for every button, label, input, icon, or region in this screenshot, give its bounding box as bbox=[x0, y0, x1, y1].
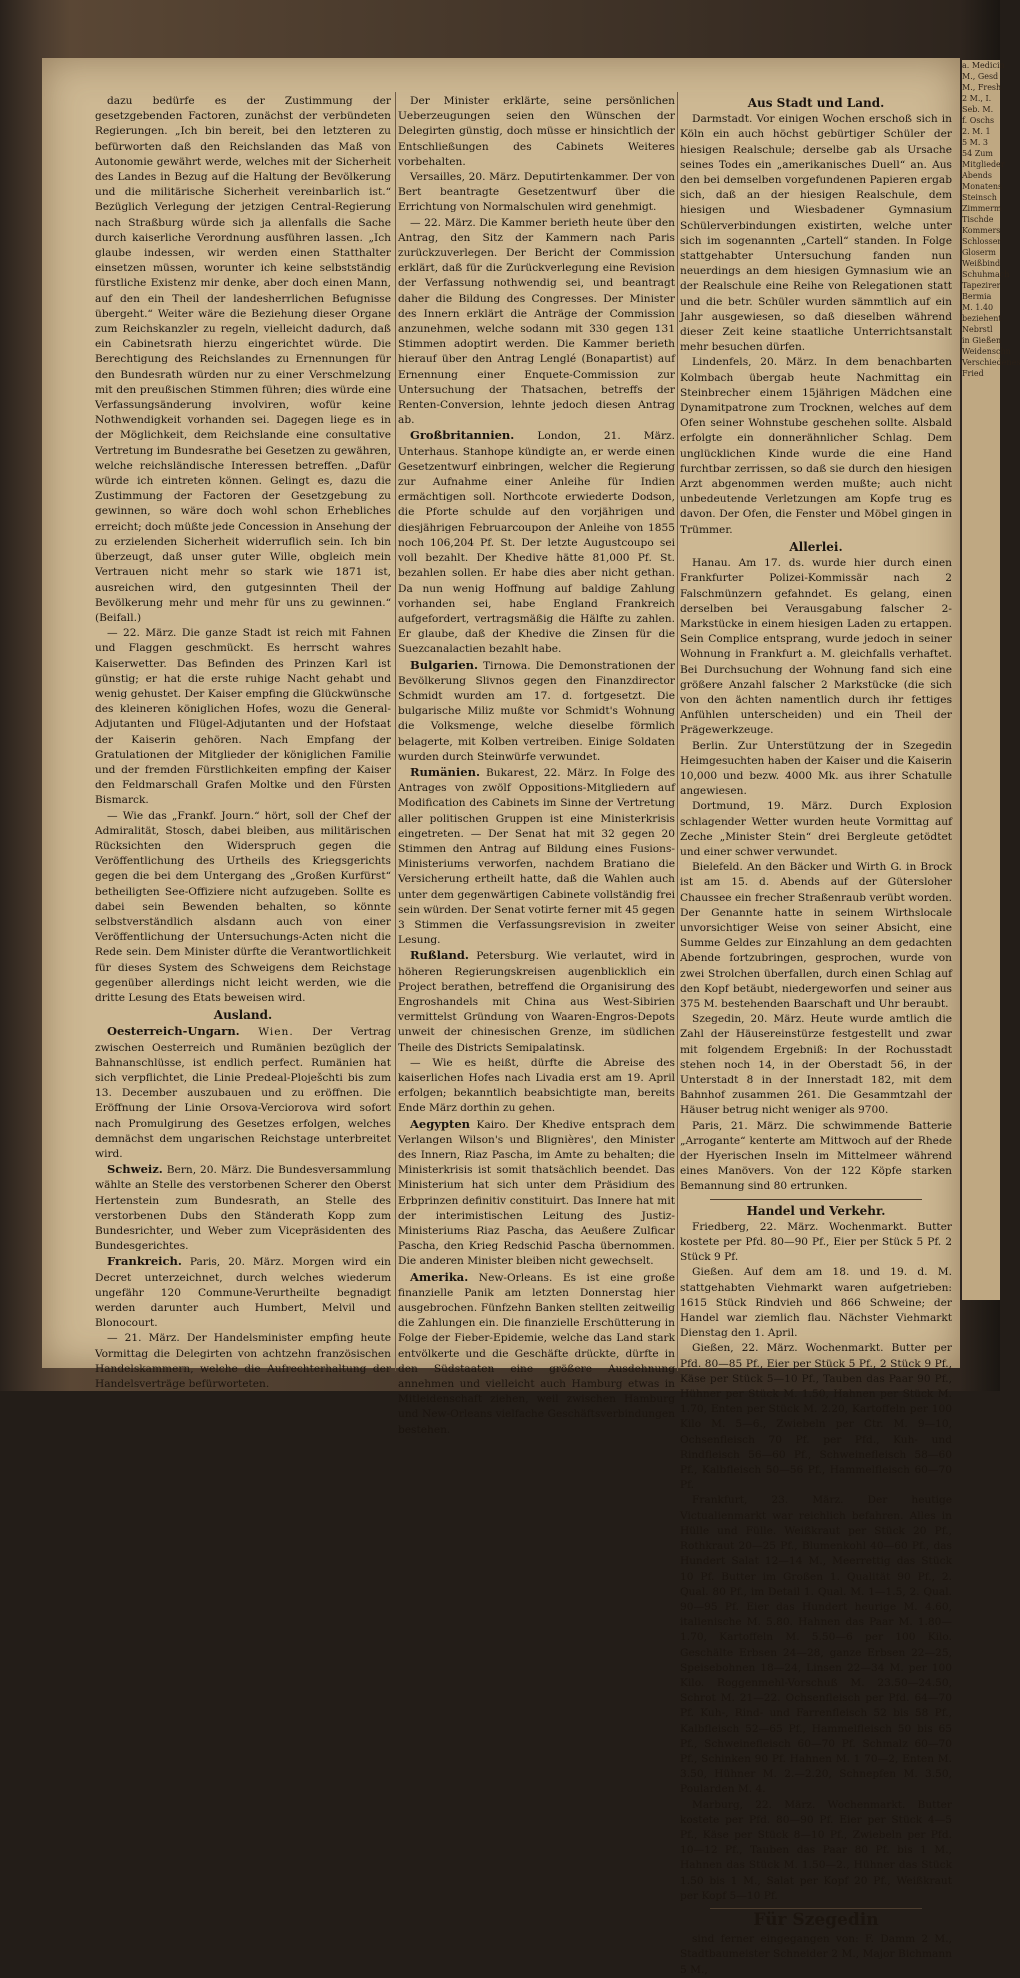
edge-text: Fried bbox=[962, 369, 984, 378]
article-text: Kairo. Der Khedive entsprach dem Verlangen Wilson's und Blignières', den Minister des Innern, Riaz Pascha, im Amte zu behalten; die Ministerkrisis ist somit thatsächlich beendet. Das Ministerium hat sich unter dem Präsidium des Erbprinzen definitiv constituirt. Das Innere hat mit der interimistischen Leitung des Justiz-Ministeriums Riaz Pascha, das Aeußere Zulficar Pascha, den Krieg Redschid Pascha übernommen. Die anderen Minister bleiben nicht gewechselt. bbox=[398, 1118, 675, 1268]
country-heading: Rußland. bbox=[410, 948, 469, 963]
edge-text: 2 M., I. bbox=[962, 94, 992, 103]
column-rule bbox=[395, 92, 396, 1371]
paragraph: — 22. März. Die ganze Stadt ist reich mit Fahnen und Flaggen geschmückt. Es herrscht wahres Kaiserwetter. Das Befinden des Prinzen Karl ist günstig; er hat die erste ruhige Nacht gehabt und wenig gehustet. Der Kaiser empfing die Glückwünsche des kleineren königlichen Hofes, wozu die General-Adjutanten und Flügel-Adjutanten und der Hofstaat der Kaiserin gehören. Nach Empfang der Gratulationen der Mitglieder der königlichen Familie und der fremden Fürstlichkeiten empfing der Kaiser den Feldmarschall Grafen Moltke und den Fürsten Bismarck. bbox=[95, 627, 391, 807]
country-heading: Rumänien. bbox=[410, 764, 480, 779]
country-heading: Amerika. bbox=[410, 1269, 469, 1284]
edge-text: Mitglieder bbox=[962, 160, 1005, 169]
divider bbox=[710, 1908, 922, 1909]
place-name: Wien. bbox=[258, 1026, 294, 1039]
adjacent-page-edge bbox=[962, 60, 1020, 1300]
edge-text: 54 Zum bbox=[962, 149, 994, 158]
edge-text: Zimmerm bbox=[962, 204, 1002, 213]
section-heading-allerlei: Allerlei. bbox=[789, 539, 843, 554]
edge-text: Gloserm bbox=[962, 248, 997, 257]
country-heading: Frankreich. bbox=[107, 1254, 182, 1269]
edge-text: 2. M. 1 bbox=[962, 127, 991, 136]
divider bbox=[710, 1199, 922, 1200]
paragraph: Darmstadt. Vor einigen Wochen erschoß sich in Köln ein auch höchst gebürtiger Schüler der hiesigen Realschule; derselbe gab als Ursache seines Todes ein „amerikanisches Duell“ an. Aus den bei demselben vorgefundenen Papieren ergab sich, daß an der hiesigen Realschule, dem hiesigen und Wiesbadener Gymnasium Schülerverbindungen existirten, welche unter sich im sogenannten „Cartell“ standen. In Folge stattgehabter Untersuchung fanden nun neuerdings an dem hiesigen Gymnasium wie an der Realschule eine Reihe von Relegationen statt und die betr. Schüler wurden sämmtlich auf ein Jahr ausgewiesen, so daß dieselben während dieser Zeit keine staatliche Unterrichtsanstalt mehr besuchen dürfen. bbox=[680, 113, 952, 354]
edge-text: Steinsch bbox=[962, 193, 997, 202]
column-3 bbox=[680, 94, 952, 1976]
paragraph: Friedberg, 22. März. Wochenmarkt. Butter kostete per Pfd. 80—90 Pf., Eier per Stück 5 Pf. 2 Stück 9 Pf. bbox=[680, 1220, 952, 1264]
paragraph: Der Minister erklärte, seine persönlichen Ueberzeugungen seien den Wünschen der Delegirten günstig, doch müsse er hinsichtlich der Entschließungen des Cabinets Weiteres vorbehalten. bbox=[398, 95, 675, 168]
article-text: Bern, 20. März. Die Bundesversammlung wählte an Stelle des verstorbenen Scherer den Oberst Hertenstein zum Bundesrath, an Stelle des verstorbenen Dubs den Ständerath Kopp zum Bundesrichter, und Weber zum Vicepräsidenten des Bundesgerichtes. bbox=[95, 1164, 391, 1253]
paragraph: Marburg, 22. März. Wochenmarkt. Butter kostete per Pfd. 80—90 Pf. Eier per Stück 4—5 Pf., Käse per Stück 8—10 Pf., Zwiebeln per Pfd. 10—12 Pf., Tauben das Paar 80 Pf. bis 1 M., Hahnen das Stück M. 1.50—2., Hühner das Stück 1.50 bis 1 M., Salat per Kopf 20 Pf., Weißkraut per Kopf 5—10 Pf. bbox=[680, 1798, 952, 1902]
edge-text: Nebrstl bbox=[962, 325, 993, 334]
edge-text: Bermia bbox=[962, 292, 992, 301]
country-heading: Oesterreich-Ungarn. bbox=[107, 1024, 240, 1039]
paragraph: Gießen. Auf dem am 18. und 19. d. M. stattgehabten Viehmarkt waren aufgetrieben: 1615 Stück Rindvieh und 866 Schweine; der Handel war ziemlich flau. Nächster Viehmarkt Dienstag den 1. April. bbox=[680, 1266, 952, 1340]
edge-text: 5 M. 3 bbox=[962, 138, 988, 147]
paragraph: Gießen, 22. März. Wochenmarkt. Butter per Pfd. 80—85 Pf., Eier per Stück 5 Pf., 2 Stück 9 Pf., Käse per Stück 5—10 Pf., Tauben das Paar 90 Pf., Hühner per Stück M. 1.50, Hahnen per Stück M. 1.70, Enten per Stück M. 2.20, Kartoffeln per 100 Kilo M. 5—6., Zwiebeln per Ctr. M. 9—10, Ochsenfleisch 70 Pf. per Pfd., Kuh- und Rindfleisch 56—60 Pf., Schweinefleisch 58—60 Pf., Kalbfleisch 50—56 Pf., Hammelfleisch 60—70 Pf. bbox=[680, 1342, 952, 1492]
paragraph: Hanau. Am 17. ds. wurde hier durch einen Frankfurter Polizei-Kommissär nach 2 Falschmünzern gefahndet. Es gelang, einen derselben bei Verausgabung falscher 2-Markstücke in einem hiesigen Laden zu ertappen. Sein Complice entsprang, wurde jedoch in seiner Wohnung in Frankfurt a. M. gleichfalls verhaftet. Bei Durchsuchung der Wohnung fand sich eine größere Anzahl falscher 2 Markstücke (die sich von den ächten namentlich durch ihr fettiges Anfühlen unterscheiden) und ein Theil der Prägewerkzeuge. bbox=[680, 557, 952, 737]
edge-text: Verschiedenes bbox=[962, 358, 1020, 367]
paragraph: Lindenfels, 20. März. In dem benachbarten Kolmbach übergab heute Nachmittag ein Steinbrecher einem 15jährigen Mädchen eine Dynamitpatrone zum Trocknen, welches auf dem Ofen seiner Wohnstube geschehen sollte. Alsbald erfolgte ein donnerähnlicher Schlag. Dem unglücklichen Kinde wurde die eine Hand furchtbar zerrissen, so daß sie durch den hiesigen Arzt abgenommen werden mußte; auch nicht unbedeutende Verletzungen am Kopfe trug es davon. Der Ofen, die Fenster und Möbel gingen in Trümmer. bbox=[680, 356, 952, 536]
country-heading: Bulgarien. bbox=[410, 657, 479, 672]
article-text: Der Vertrag zwischen Oesterreich und Rumänien bezüglich der Bahnanschlüsse, ist endlich perfect. Rumänien hat sich verpflichtet, die Linie Predeal-Ploješchti bis zum 13. December auszubauen und zu eröffnen. Die Eröffnung der Linie Orsova-Verciorova wird sofort nach Promulgirung des Gesetzes erfolgen, welches demnächst dem ungarischen Reichstage unterbreitet wird. bbox=[95, 1026, 391, 1161]
edge-text: Schuhmach bbox=[962, 270, 1010, 279]
section-heading-stadt: Aus Stadt und Land. bbox=[747, 96, 885, 110]
edge-text: Schlosser bbox=[962, 237, 1002, 246]
paragraph: — Wie das „Frankf. Journ.“ hört, soll der Chef der Admiralität, Stosch, dabei bleiben, aus militärischen Rücksichten den Widerspruch gegen die Veröffentlichung des Urtheils des Kriegsgerichts gegen die bei dem Untergang des „Großen Kurfürst“ betheiligten See-Offiziere nicht aufzugeben. Sollte es dabei sein Bewenden behalten, so könnte selbstverständlich alsdann auch von einer Veröffentlichung der Untersuchungs-Acten nicht die Rede sein. Dem Minister dürfte die Verantwortlichkeit für dieses System des Schweigens dem Reichstage gegenüber allerdings nicht leicht werden, wie die dritte Lesung des Etats beweisen wird. bbox=[95, 809, 391, 1004]
edge-text: Tischde bbox=[962, 215, 994, 224]
edge-text: in Gießen bbox=[962, 336, 1002, 345]
paragraph: Frankfurt, 23. März. Der heutige Victualienmarkt war reichlich befahren. Alles in Hülle und Fülle. Weißkraut per Stück 20 Pf., Rothkraut 20—25 Pf., Blumenkohl 40—60 Pf., das Hundert Salat 12—14 M., Meerrettig das Stück 10 Pf. Butter im Großen 1. Qualität 90 Pf., 2. Qual. 80 Pf., im Detail 1. Qual. M. 1—1.5, 2. Qual. 90—95 Pf. Eier das Hundert heurige M. 4.60, italienische M. 5.80. Hahnen das Paar M. 1.80—1.70, Kartoffeln M. 5.50—6 per 100 Kilo. Geschälte Erbsen 24—28, ganze Erbsen 22—25, Speisebohnen 18—24, Linsen 22—34 M. per 100 Kilo. Roggenmehl-Vorschuß M. 23.50—24.50, Schrot M. 21—22. Ochsenfleisch per Pfd. 64—70 Pf. Kuh-, Rind- und Farrenfleisch 52 bis 58 Pf., Kalbfleisch 52—65 Pf., Hammelfleisch 50 bis 65 Pf., Schweinefleisch 60—70 Pf. Schmalz 60—70 Pf., Schinken 90 Pf. Hahnen M. 1 70—2, Enten M. 3.50, Hühner M. 2.—2.20, Schnepfen M. 3.50, Poularden M. 4. bbox=[680, 1494, 952, 1796]
country-heading: Schweiz. bbox=[107, 1162, 163, 1177]
paragraph: sind ferner eingegangen von: F. Damm 2 M., Stadtbaumeister Schneider 2 M., Major Bichmann 5 M., bbox=[680, 1933, 952, 1976]
country-heading: Aegypten bbox=[410, 1116, 470, 1131]
edge-text: f. Oschs bbox=[962, 116, 995, 125]
appeal-heading: Für Szegedin bbox=[753, 1909, 879, 1930]
article-text: Petersburg. Wie verlautet, wird in höheren Regierungskreisen augenblicklich ein Project berathen, betreffend die Organisirung des Engroshandels mit China aus West-Sibirien vermittelst Gründung von Waaren-Engros-Depots unweit der chinesischen Grenze, im südlichen Theile des Districts Semipalatinsk. bbox=[398, 950, 675, 1054]
article-text: Bukarest, 22. März. In Folge des Antrages von zwölf Oppositions-Mitgliedern auf Modification des Cabinets im Sinne der Vertretung aller politischen Gruppen ist eine Ministerkrisis eingetreten. — Der Senat hat mit 32 gegen 20 Stimmen den Antrag auf Bildung eines Fusions-Ministeriums verworfen, nachdem Bratiano die Versicherung ertheilt hatte, daß die Wahlen auch unter dem gegenwärtigen Cabinete vollständig frei sein würden. Der Senat votirte ferner mit 45 gegen 3 Stimmen die Verfassungsrevision in zweiter Lesung. bbox=[398, 766, 676, 947]
edge-text: Seb. M. bbox=[962, 105, 994, 114]
edge-text: Tapezirer bbox=[962, 281, 1001, 290]
paragraph: Bielefeld. An den Bäcker und Wirth G. in Brock ist am 15. d. Abends auf der Gütersloher Chaussee ein frecher Straßenraub verübt worden. Der Genannte hatte in seinem Wirthslocale unvorsichtiger Weise von seiner Absicht, eine Summe Geldes zur Einzahlung an dem gedachten Abende fortzubringen, gesprochen, wurde von zwei Strolchen überfallen, durch einen Schlag auf den Kopf betäubt, niedergeworfen und seiner aus 375 M. bestehenden Baarschaft und Uhr beraubt. bbox=[680, 861, 952, 1010]
edge-text: a. Medicin bbox=[962, 61, 1005, 70]
article-text: London, 21. März. Unterhaus. Stanhope kündigte an, er werde einen Gesetzentwurf einbringen, welcher die Regierung zur Aufnahme einer Anleihe für Indien ermächtigen soll. Northcote erwiederte Dodson, die Pforte schulde auf den vorjährigen und diesjährigen Februarcoupon der Anleihe von 1855 noch 106,204 Pf. St. Der letzte Augustcoupo sei voll bezahlt. Der Khedive hätte 81,000 Pf. St. bezahlen sollen. Er habe dies aber nicht gethan. Da nun wenig Hoffnung auf baldige Zahlung vorhanden sei, habe England Frankreich aufgefordert, vertragsmäßig die Hälfte zu zahlen. Er glaube, daß der Khedive die Zinsen für die Suezcanalactien bezahlt habe. bbox=[398, 430, 675, 656]
edge-text: Monatens bbox=[962, 182, 1003, 191]
column-1 bbox=[95, 94, 391, 1391]
edge-text: M., Fresh bbox=[962, 83, 1002, 92]
paragraph: Berlin. Zur Unterstützung der in Szegedin Heimgesuchten haben der Kaiser und die Kaiserin 10,000 und bezw. 4000 Mk. aus ihrer Schatulle angewiesen. bbox=[680, 739, 952, 798]
edge-text: M., Gesd bbox=[962, 72, 999, 81]
column-rule bbox=[677, 92, 678, 1371]
edge-text: Abends bbox=[962, 171, 993, 180]
paragraph: — Wie es heißt, dürfte die Abreise des kaiserlichen Hofes nach Livadia erst am 19. April erfolgen; bekanntlich beabsichtigte man, bereits Ende März dorthin zu gehen. bbox=[398, 1056, 675, 1115]
paragraph: Dortmund, 19. März. Durch Explosion schlagender Wetter wurden heute Vormittag auf Zeche „Minister Stein“ drei Bergleute getödtet und einer schwer verwundet. bbox=[680, 800, 952, 858]
article-text: Tirnowa. Die Demonstrationen der Bevölkerung Slivnos gegen den Finanzdirector Schmidt wurden am 17. d. fortgesetzt. Die bulgarische Miliz mußte vor Schmidt's Wohnung die Volksmenge, welche dieselbe förmlich belagerte, mit Kolben vertreiben. Einige Soldaten wurden durch Steinwürfe verwundet. bbox=[398, 659, 675, 763]
section-heading-handel: Handel und Verkehr. bbox=[746, 1203, 886, 1218]
paragraph: Versailles, 20. März. Deputirtenkammer. Der von Bert beantragte Gesetzentwurf über die Errichtung von Normalschulen wird genehmigt. bbox=[398, 171, 675, 214]
paragraph: Szegedin, 20. März. Heute wurde amtlich die Zahl der Häusereinstürze festgestellt und zwar mit folgendem Ergebniß: In der Rochusstadt stehen noch 14, in der Oberstadt 56, in der Unterstadt 8 in der Innerstadt 182, mit dem Bahnhof zusammen 261. Die Gesammtzahl der Häuser betrug nicht weniger als 9700. bbox=[680, 1013, 952, 1117]
paragraph: — 21. März. Der Handelsminister empfing heute Vormittag die Delegirten von achtzehn französischen Handelskammern, welche die Aufrechterhaltung der Handelsverträge befürworteten. bbox=[95, 1332, 391, 1391]
edge-text: beziehent bbox=[962, 314, 1002, 323]
article-text: Paris, 20. März. Morgen wird ein Decret unterzeichnet, durch welches wiederum ungefähr 120 Commune-Verurtheilte begnadigt werden darunter auch Humbert, Melvil und Blonocourt. bbox=[95, 1256, 391, 1330]
edge-text: Kommers bbox=[962, 226, 1001, 235]
paragraph: dazu bedürfe es der Zustimmung der gesetzgebenden Factoren, zunächst der verbündeten Regierungen. „Ich bin bereit, bei den letzteren zu befürworten daß den Reichslanden das Maß von Autonomie gewährt werde, welches mit der Sicherheit des Landes in Bezug auf die Haltung der Bevölkerung und die militärische Sicherheit vereinbarlich ist.“ Bezüglich Verlegung der jetzigen Central-Regierung nach Straßburg würde sich ja allenfalls die Sache durch kaiserliche Verordnung ausführen lassen. „Ich glaube indessen, wir werden einen Statthalter einsetzen müssen, worunter ich keine selbstständig fürstliche Existenz mir denke, aber doch einen Mann, auf den ein Theil der landesherrlichen Befugnisse übergeht.“ Weiter wäre die Beziehung dieser Organe zum Reichskanzler zu regeln, vielleicht dadurch, daß ein Cabinetsrath hierzu eingerichtet würde. Die Berechtigung des Reichslandes zu Ernennungen für den Bundesrath würden nur zu einer Verschmelzung mit den preußischen Stimmen führen; dies würde eine Verfassungsänderung involviren, wofür keine Nothwendigkeit vorhanden sei. Dagegen liege es in der Möglichkeit, dem Reichslande eine consultative Vertretung im Bundesrathe bei Gesetzen zu gewähren, welche reichsländische Interessen betreffen. „Dafür würde ich eintreten können. Gelingt es, dazu die Zustimmung der Factoren der Gesetzgebung zu gewinnen, so wäre doch wohl schon Erhebliches erreicht; doch müßte jede Concession in Ansehung der zu erzielenden Sicherheit widerruflich sein. Ich bin überzeugt, daß unser guter Wille, obgleich mein Vertrauen nicht mehr so stark wie 1871 ist, ausreichen wird, den gutgesinnten Theil der Bevölkerung mehr und mehr für uns zu gewinnen.“ (Beifall.) bbox=[95, 95, 391, 624]
paragraph: Paris, 21. März. Die schwimmende Batterie „Arrogante“ kenterte am Mittwoch auf der Rhede der Hyerischen Inseln im Mittelmeer während eines Manövers. Von der 122 Köpfe starken Bemannung sind 80 ertrunken. bbox=[680, 1119, 952, 1193]
country-heading: Großbritannien. bbox=[410, 428, 515, 443]
paragraph: — 22. März. Die Kammer berieth heute über den Antrag, den Sitz der Kammern nach Paris zurückzuverlegen. Der Bericht der Commission erklärt, daß für die Zurückverlegung eine Revision der Verfassung nothwendig sei, und beantragt daher die Bildung des Congresses. Der Minister des Innern erklärt die Anträge der Commission anzunehmen, welche sodann mit 330 gegen 131 Stimmen adoptirt werden. Die Kammer berieth hierauf über den Antrag Lenglé (Bonapartist) auf Ernennung einer Enquete-Commission zur Untersuchung der Thatsachen, betreffs der Renten-Conversion, lehnte jedoch diesen Antrag ab. bbox=[398, 216, 675, 427]
section-heading-ausland: Ausland. bbox=[213, 1008, 273, 1023]
edge-text: Weidenschn bbox=[962, 347, 1011, 356]
column-2 bbox=[398, 94, 676, 1436]
edge-text: Weißbind bbox=[962, 259, 1001, 268]
article-text: New-Orleans. Es ist eine große finanzielle Panik am letzten Donnerstag hier ausgebrochen. Fünfzehn Banken stellten zeitweilig die Zahlungen ein. Die finanzielle Erschütterung in Folge der Fieber-Epidemie, welche das Land stark entvölkerte und die Geschäfte drückte, dürfte in den Südstaaten eine größere Ausdehnung annehmen und vielleicht auch Hamburg etwas in Mitleidenschaft ziehen, weil zwischen Hamburg und New-Orleans vielfache Geschäftsverbindungen bestehen. bbox=[398, 1271, 675, 1436]
edge-text: M. 1.40 bbox=[962, 303, 994, 312]
